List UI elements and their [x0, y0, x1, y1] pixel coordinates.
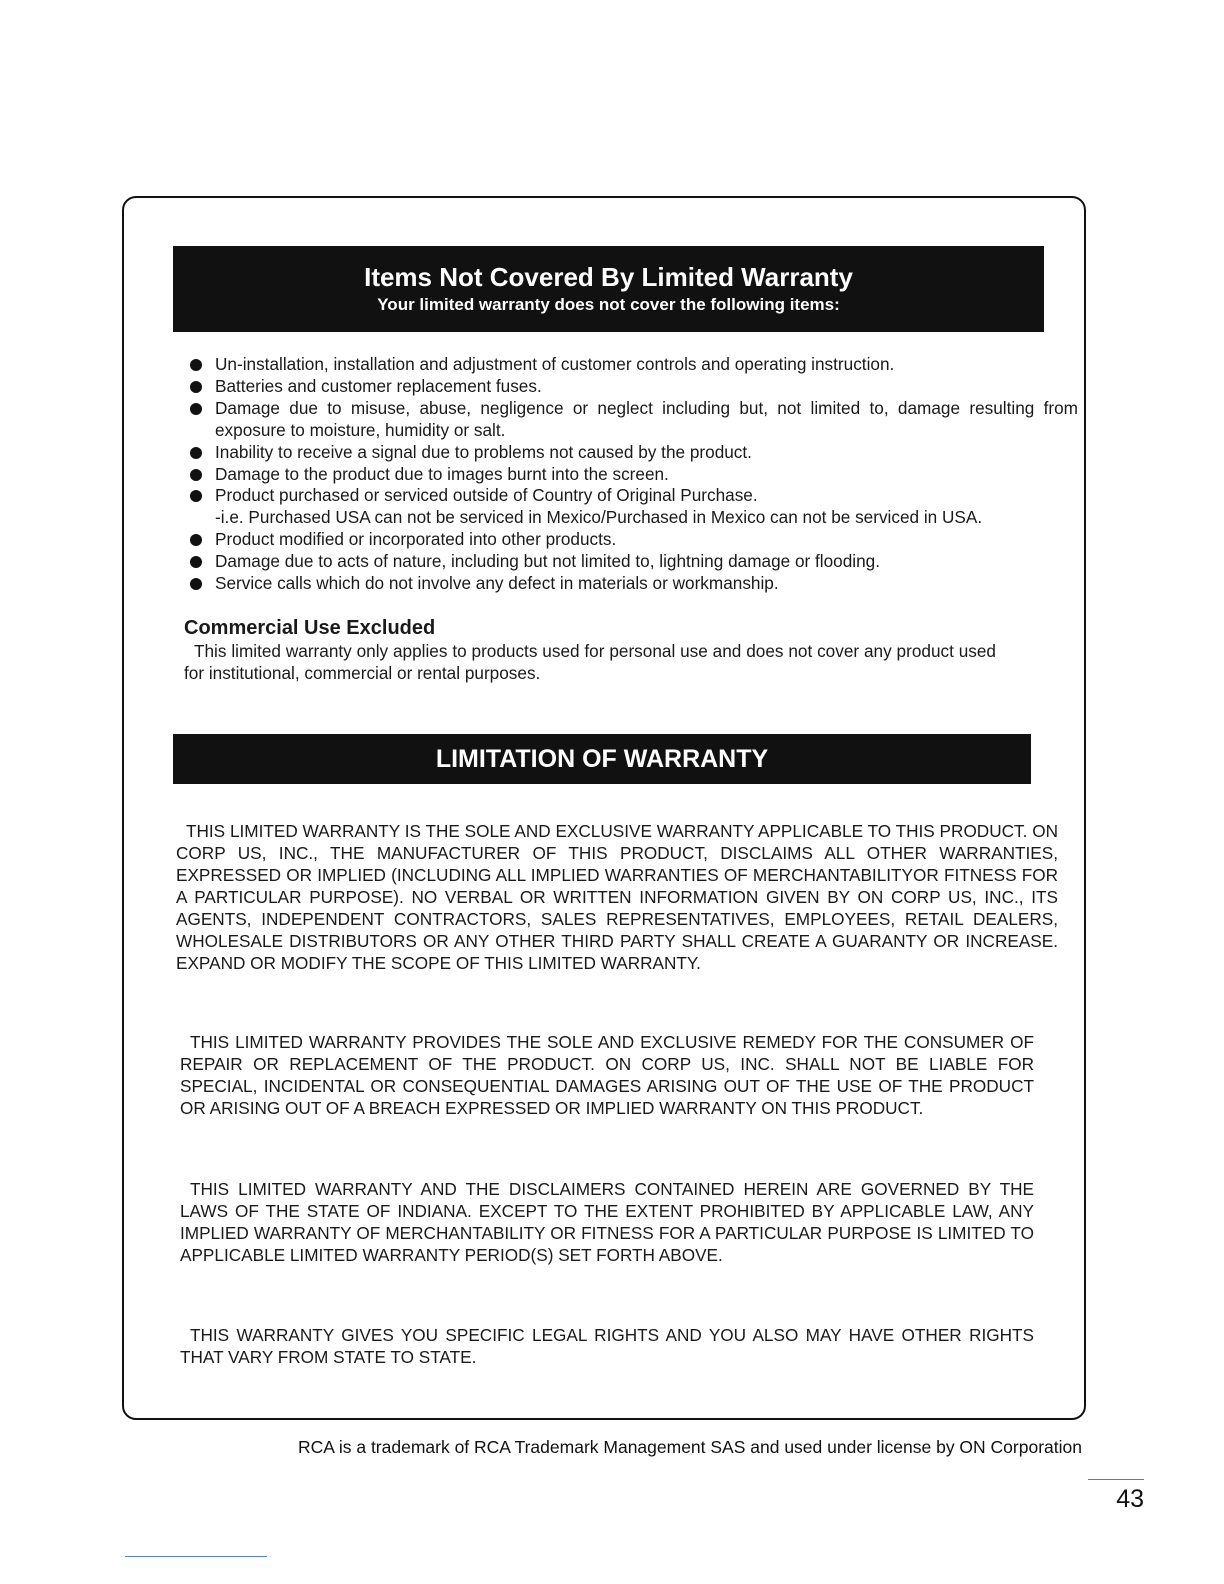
- list-item: [188, 442, 1078, 464]
- bullet-icon: [190, 534, 202, 546]
- list-item: [188, 354, 1078, 376]
- list-item: [188, 485, 1078, 529]
- list-item: [188, 398, 1078, 442]
- bullet-icon: [190, 447, 202, 459]
- list-item-note: -i.e. Purchased USA can not be serviced in Mexico/Purchased in Mexico can not be serviced in USA.: [215, 507, 983, 528]
- list-item: [188, 551, 1078, 573]
- trademark-notice: RCA is a trademark of RCA Trademark Management SAS and used under license by ON Corporation: [298, 1437, 1082, 1457]
- list-item: [188, 529, 1078, 551]
- bullet-icon: [190, 578, 202, 590]
- list-item-text: Inability to receive a signal due to problems not caused by the product.: [215, 441, 752, 462]
- list-item-text: Damage due to misuse, abuse, negligence or neglect including but, not limited to, damage resulting from exposure to moisture, humidity or salt.: [215, 397, 1078, 440]
- list-item-text: Damage due to acts of nature, including but not limited to, lightning damage or flooding.: [215, 551, 881, 572]
- commercial-use-heading: Commercial Use Excluded: [184, 617, 436, 639]
- bullet-icon: [190, 490, 202, 502]
- commercial-use-section: [184, 616, 996, 684]
- list-item-text: Un-installation, installation and adjustment of customer controls and operating instruction.: [215, 354, 895, 374]
- footer-link-divider: [125, 1556, 267, 1557]
- bullet-icon: [190, 469, 202, 481]
- limitation-paragraph: THIS WARRANTY GIVES YOU SPECIFIC LEGAL RIGHTS AND YOU ALSO MAY HAVE OTHER RIGHTS THAT VARY FROM STATE TO STATE.: [180, 1325, 1034, 1367]
- limitation-paragraph: THIS LIMITED WARRANTY AND THE DISCLAIMERS CONTAINED HEREIN ARE GOVERNED BY THE LAWS OF THE STATE OF INDIANA. EXCEPT TO THE EXTENT PROHIBITED BY APPLICABLE LAW, ANY IMPLIED WARRANTY OF MERCHANTABILITY OR FITNESS FOR A PARTICULAR PURPOSE IS LIMITED TO APPLICABLE LIMITED WARRANTY PERIOD(S) SET FORTH ABOVE.: [180, 1179, 1034, 1265]
- bullet-icon: [190, 403, 202, 415]
- limitation-paragraph: THIS LIMITED WARRANTY IS THE SOLE AND EXCLUSIVE WARRANTY APPLICABLE TO THIS PRODUCT. ON CORP US, INC., THE MANUFACTURER OF THIS PRODUCT, DISCLAIMS ALL OTHER WARRANTIES, EXPRESSED OR IMPLIED (INCLUDING ALL IMPLIED WARRANTIES OF MERCHANTABILITYOR FITNESS FOR A PARTICULAR PURPOSE). NO VERBAL OR WRITTEN INFORMATION GIVEN BY ON CORP US, INC., ITS AGENTS, INDEPENDENT CONTRACTORS, SALES REPRESENTATIVES, EMPLOYEES, RETAIL DEALERS, WHOLESALE DISTRIBUTORS OR ANY OTHER THIRD PARTY SHALL CREATE A GUARANTY OR INCREASE. EXPAND OR MODIFY THE SCOPE OF THIS LIMITED WARRANTY.: [176, 821, 1058, 973]
- bullet-icon: [190, 359, 202, 371]
- items-not-covered-banner: [173, 246, 1044, 332]
- list-item-text: Product modified or incorporated into other products.: [215, 529, 617, 550]
- bullet-icon: [190, 381, 202, 393]
- exclusions-list: [188, 354, 1078, 595]
- list-item-text: Damage to the product due to images burnt into the screen.: [215, 463, 669, 484]
- limitation-paragraph: THIS LIMITED WARRANTY PROVIDES THE SOLE AND EXCLUSIVE REMEDY FOR THE CONSUMER OF REPAIR OR REPLACEMENT OF THE PRODUCT. ON CORP US, INC. SHALL NOT BE LIABLE FOR SPECIAL, INCIDENTAL OR CONSEQUENTIAL DAMAGES ARISING OUT OF THE USE OF THE PRODUCT OR ARISING OUT OF A BREACH EXPRESSED OR IMPLIED WARRANTY ON THIS PRODUCT.: [180, 1032, 1034, 1118]
- items-not-covered-title: Items Not Covered By Limited Warranty: [364, 262, 853, 292]
- limitation-of-warranty-title: LIMITATION OF WARRANTY: [435, 745, 769, 773]
- list-item-text: Service calls which do not involve any defect in materials or workmanship.: [215, 573, 779, 594]
- page-number: 43: [1116, 1485, 1144, 1513]
- list-item: [188, 573, 1078, 595]
- items-not-covered-subtitle: Your limited warranty does not cover the following items:: [377, 295, 840, 314]
- list-item: [188, 376, 1078, 398]
- list-item: [188, 464, 1078, 486]
- list-item-text: Batteries and customer replacement fuses.: [215, 375, 542, 396]
- limitation-of-warranty-banner: [173, 734, 1031, 784]
- commercial-use-body: This limited warranty only applies to products used for personal use and does not cover any product used for institutional, commercial or rental purposes.: [184, 641, 996, 683]
- list-item-text: Product purchased or serviced outside of Country of Original Purchase.: [215, 485, 758, 506]
- page-number-divider: [1088, 1479, 1144, 1480]
- bullet-icon: [190, 556, 202, 568]
